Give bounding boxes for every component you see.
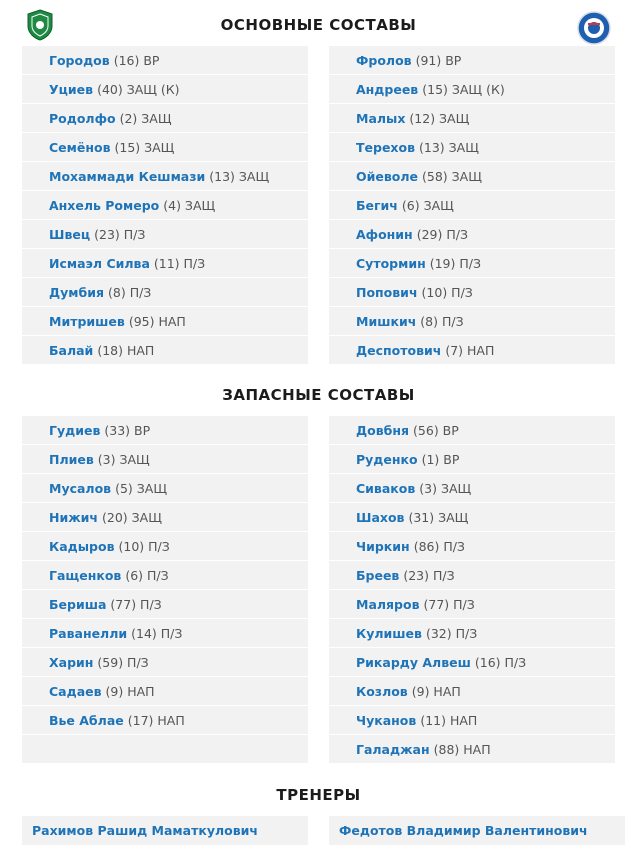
player-number-position: (18) НАП	[97, 342, 155, 358]
player-number-position: (11) НАП	[420, 712, 478, 728]
player-row[interactable]	[329, 162, 615, 191]
player-row[interactable]	[329, 677, 615, 706]
away-main-lineup	[329, 46, 615, 365]
subs-title: ЗАПАСНЫЕ СОСТАВЫ	[222, 386, 415, 404]
player-name-link[interactable]: Бегич	[356, 197, 398, 213]
player-number-position: (16) П/З	[474, 654, 527, 670]
home-coach[interactable]: Рахимов Рашид Маматкулович	[22, 816, 308, 845]
player-number-position: (6) П/З	[125, 567, 169, 583]
player-name-link[interactable]: Галаджан	[356, 741, 430, 757]
player-name-link[interactable]: Плиев	[49, 451, 94, 467]
player-row	[22, 735, 308, 764]
player-number-position: (9) НАП	[105, 683, 155, 699]
player-name-link[interactable]: Балай	[49, 342, 94, 358]
player-row[interactable]	[329, 416, 615, 445]
player-row[interactable]	[329, 503, 615, 532]
player-name-link[interactable]: Кадыров	[49, 538, 115, 554]
player-row[interactable]	[329, 619, 615, 648]
player-number-position: (13) ЗАЩ	[209, 168, 270, 184]
player-name-link[interactable]: Сиваков	[356, 480, 416, 496]
player-number-position: (4) ЗАЩ	[163, 197, 216, 213]
player-row[interactable]	[329, 532, 615, 561]
player-row[interactable]	[329, 191, 615, 220]
player-row[interactable]	[329, 307, 615, 336]
player-row[interactable]	[329, 278, 615, 307]
player-row[interactable]	[329, 445, 615, 474]
coaches-header	[0, 764, 637, 816]
player-row[interactable]	[22, 532, 308, 561]
player-row[interactable]	[329, 648, 615, 677]
player-row[interactable]	[329, 46, 615, 75]
player-row[interactable]	[329, 75, 615, 104]
away-subs-lineup	[329, 416, 615, 764]
player-row[interactable]	[22, 474, 308, 503]
player-name-link[interactable]: Малых	[356, 110, 406, 126]
player-name-link[interactable]: Исмаэл Силва	[49, 255, 150, 271]
player-number-position: (8) П/З	[108, 284, 152, 300]
player-row[interactable]	[22, 278, 308, 307]
player-row[interactable]	[22, 706, 308, 735]
player-number-position: (17) НАП	[127, 712, 185, 728]
player-number-position: (8) П/З	[420, 313, 464, 329]
coaches-title: ТРЕНЕРЫ	[276, 786, 361, 804]
player-number-position: (32) П/З	[425, 625, 478, 641]
player-name-link[interactable]: Городов	[49, 52, 110, 68]
player-name-link[interactable]: Семёнов	[49, 139, 111, 155]
away-team-logo-icon	[577, 11, 611, 45]
player-name-link[interactable]: Садаев	[49, 683, 102, 699]
player-name-link[interactable]: Деспотович	[356, 342, 442, 358]
player-name-link[interactable]: Гудиев	[49, 422, 101, 438]
main-lineups-title: ОСНОВНЫЕ СОСТАВЫ	[220, 16, 417, 34]
player-number-position: (23) П/З	[94, 226, 146, 242]
player-name-link[interactable]: Терехов	[356, 139, 415, 155]
player-number-position: (95) НАП	[128, 313, 186, 329]
player-name-link[interactable]: Шахов	[356, 509, 405, 525]
coaches-row	[0, 816, 637, 845]
player-row[interactable]	[329, 220, 615, 249]
player-number-position: (3) ЗАЩ	[419, 480, 472, 496]
player-name-link[interactable]: Андреев	[356, 81, 419, 97]
home-subs-lineup	[22, 416, 308, 764]
player-row[interactable]	[329, 336, 615, 365]
player-number-position: (59) П/З	[97, 654, 149, 670]
player-name-link[interactable]: Митришев	[49, 313, 125, 329]
player-number-position: (56) ВР	[413, 422, 459, 438]
player-number-position: (88) НАП	[433, 741, 491, 757]
player-row[interactable]	[22, 191, 308, 220]
player-name-link[interactable]: Руденко	[356, 451, 418, 467]
player-name-link[interactable]: Харин	[49, 654, 94, 670]
player-row[interactable]	[22, 220, 308, 249]
player-number-position: (14) П/З	[131, 625, 183, 641]
player-name-link[interactable]: Маляров	[356, 596, 420, 612]
away-coach[interactable]: Федотов Владимир Валентинович	[329, 816, 625, 845]
player-number-position: (10) П/З	[421, 284, 473, 300]
player-name-link[interactable]: Сутормин	[356, 255, 426, 271]
player-row[interactable]	[22, 46, 308, 75]
player-name-link[interactable]: Бреев	[356, 567, 400, 583]
player-name-link[interactable]: Анхель Ромеро	[49, 197, 160, 213]
player-row[interactable]	[329, 735, 615, 764]
player-number-position: (86) П/З	[413, 538, 465, 554]
player-row[interactable]	[22, 648, 308, 677]
player-number-position: (19) П/З	[429, 255, 481, 271]
player-number-position: (13) ЗАЩ	[419, 139, 479, 155]
player-row[interactable]	[329, 474, 615, 503]
player-name-link[interactable]: Родолфо	[49, 110, 116, 126]
player-row[interactable]	[329, 104, 615, 133]
player-number-position: (77) П/З	[110, 596, 162, 612]
player-number-position: (12) ЗАЩ	[409, 110, 470, 126]
player-name-link[interactable]: Гащенков	[49, 567, 122, 583]
player-name-link[interactable]: Раванелли	[49, 625, 128, 641]
player-row[interactable]	[329, 133, 615, 162]
player-row[interactable]	[22, 503, 308, 532]
player-number-position: (77) П/З	[423, 596, 475, 612]
player-name-link[interactable]: Довбня	[356, 422, 410, 438]
player-row[interactable]	[22, 416, 308, 445]
home-team-logo-icon	[26, 9, 54, 41]
player-row[interactable]	[22, 619, 308, 648]
subs-lineups	[0, 416, 637, 764]
player-name-link[interactable]: Бериша	[49, 596, 107, 612]
player-name-link[interactable]: Рикарду Алвеш	[356, 654, 471, 670]
player-name-link[interactable]: Нижич	[49, 509, 98, 525]
player-row[interactable]	[22, 307, 308, 336]
subs-header	[0, 365, 637, 416]
main-lineups-header	[0, 0, 637, 46]
home-main-lineup	[22, 46, 308, 365]
player-row[interactable]	[329, 249, 615, 278]
player-number-position: (31) ЗАЩ	[408, 509, 469, 525]
player-number-position: (29) П/З	[416, 226, 468, 242]
player-number-position: (1) ВР	[421, 451, 460, 467]
player-row[interactable]	[329, 590, 615, 619]
player-row[interactable]	[329, 706, 615, 735]
player-row[interactable]	[22, 104, 308, 133]
player-row[interactable]	[329, 561, 615, 590]
main-lineups	[0, 46, 637, 365]
player-number-position: (10) П/З	[118, 538, 170, 554]
player-name-link[interactable]: Фролов	[356, 52, 412, 68]
player-number-position: (15) ЗАЩ	[114, 139, 175, 155]
player-name-link[interactable]: Козлов	[356, 683, 408, 699]
player-name-link[interactable]: Мохаммади Кешмази	[49, 168, 206, 184]
player-number-position: (16) ВР	[113, 52, 160, 68]
player-row[interactable]	[22, 75, 308, 104]
player-number-position: (58) ЗАЩ	[422, 168, 482, 184]
player-number-position: (11) П/З	[153, 255, 206, 271]
player-row[interactable]	[22, 445, 308, 474]
player-number-position: (40) ЗАЩ (К)	[97, 81, 180, 97]
player-row[interactable]	[22, 590, 308, 619]
player-number-position: (5) ЗАЩ	[115, 480, 168, 496]
player-number-position: (6) ЗАЩ	[401, 197, 454, 213]
player-name-link[interactable]: Попович	[356, 284, 418, 300]
player-row[interactable]	[22, 561, 308, 590]
player-name-link[interactable]: Афонин	[356, 226, 413, 242]
player-number-position: (33) ВР	[104, 422, 151, 438]
player-number-position: (2) ЗАЩ	[119, 110, 172, 126]
player-name-link[interactable]: Вье Аблае	[49, 712, 124, 728]
player-number-position: (15) ЗАЩ (К)	[422, 81, 505, 97]
player-name-link[interactable]: Думбия	[49, 284, 105, 300]
player-number-position: (3) ЗАЩ	[97, 451, 150, 467]
player-name-link[interactable]: Чиркин	[356, 538, 410, 554]
player-name-link[interactable]: Швец	[49, 226, 91, 242]
player-row[interactable]	[22, 249, 308, 278]
player-name-link[interactable]: Мусалов	[49, 480, 112, 496]
player-name-link[interactable]: Уциев	[49, 81, 94, 97]
player-number-position: (9) НАП	[411, 683, 461, 699]
player-number-position: (91) ВР	[415, 52, 462, 68]
player-row[interactable]	[22, 162, 308, 191]
player-name-link[interactable]: Чуканов	[356, 712, 417, 728]
player-number-position: (20) ЗАЩ	[102, 509, 162, 525]
player-name-link[interactable]: Кулишев	[356, 625, 422, 641]
player-name-link[interactable]: Ойеволе	[356, 168, 418, 184]
player-name-link[interactable]: Мишкич	[356, 313, 417, 329]
player-number-position: (23) П/З	[403, 567, 455, 583]
player-row[interactable]	[22, 677, 308, 706]
player-number-position: (7) НАП	[445, 342, 495, 358]
player-row[interactable]	[22, 336, 308, 365]
player-row[interactable]	[22, 133, 308, 162]
